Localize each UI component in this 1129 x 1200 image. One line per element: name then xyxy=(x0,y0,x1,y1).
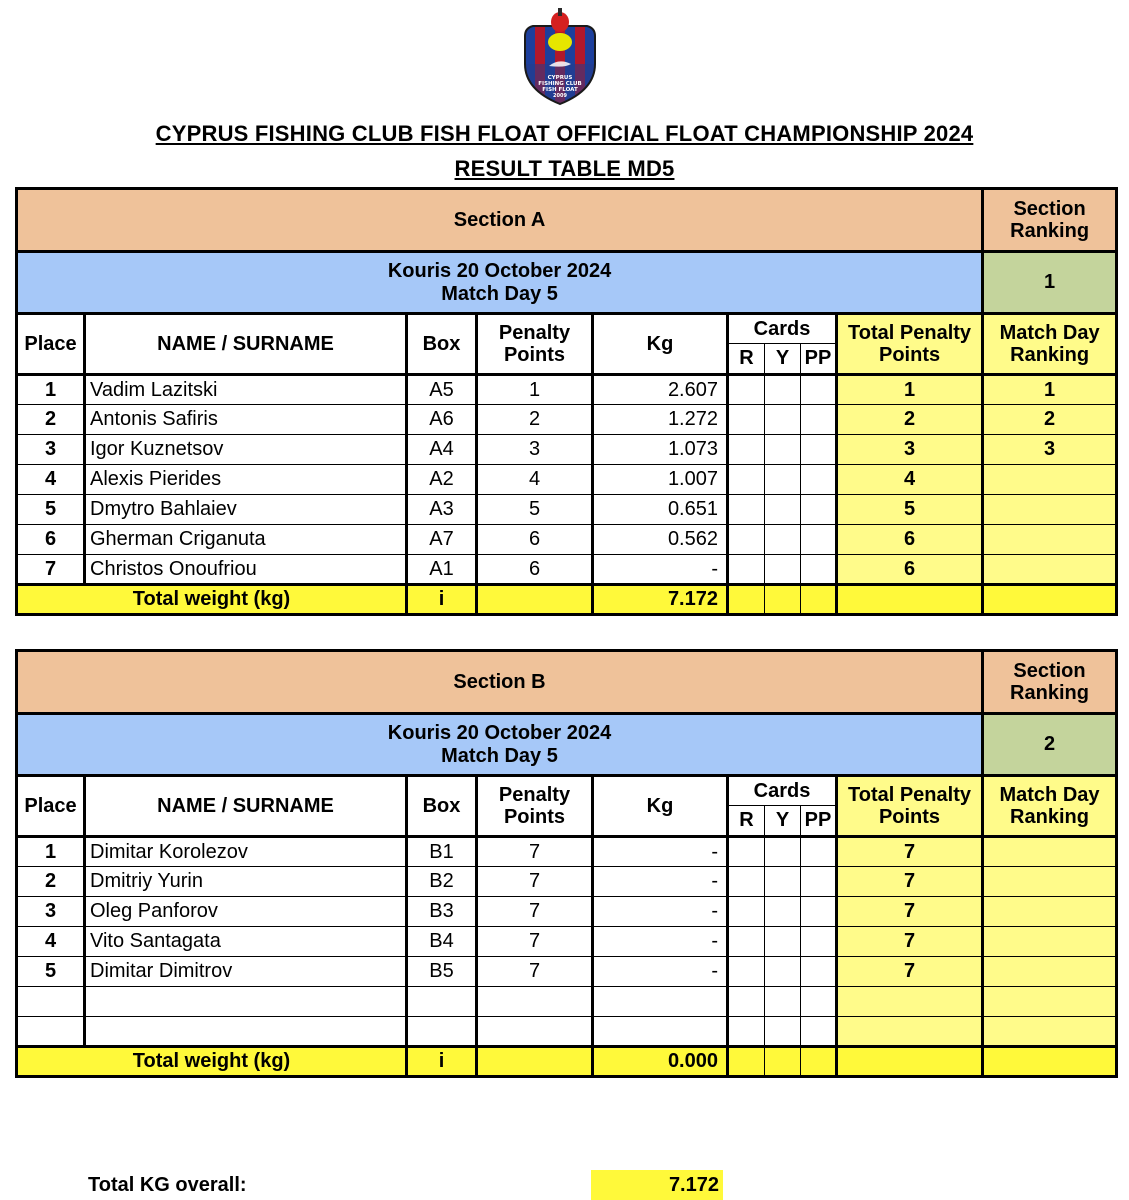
total-penalty-cell: 1 xyxy=(837,375,983,405)
col-kg: Kg xyxy=(593,776,728,837)
match-day-rank-cell xyxy=(983,495,1117,525)
match-day-rank-cell: 2 xyxy=(983,405,1117,435)
place-cell: 3 xyxy=(17,435,85,465)
penalty-cell: 6 xyxy=(477,525,593,555)
col-place: Place xyxy=(17,314,85,375)
card-pp-cell xyxy=(801,1017,837,1047)
penalty-cell: 5 xyxy=(477,495,593,525)
col-total-penalty: Total Penalty Points xyxy=(837,776,983,837)
box-cell: A1 xyxy=(407,555,477,585)
total-penalty-cell: 6 xyxy=(837,525,983,555)
col-box: Box xyxy=(407,314,477,375)
total-penalty-cell: 3 xyxy=(837,435,983,465)
table-row xyxy=(17,837,1117,867)
kg-cell: 1.007 xyxy=(593,465,728,495)
total-penalty-cell: 2 xyxy=(837,405,983,435)
card-r-cell xyxy=(728,525,765,555)
card-pp-cell xyxy=(801,927,837,957)
match-day: Match Day 5 xyxy=(441,282,558,305)
table-row xyxy=(17,987,1117,1017)
total-penalty-cell: 4 xyxy=(837,465,983,495)
place-cell xyxy=(17,987,85,1017)
club-logo xyxy=(519,6,601,106)
card-y-cell xyxy=(765,435,801,465)
penalty-cell: 1 xyxy=(477,375,593,405)
venue-date-header xyxy=(17,714,983,776)
place-cell: 4 xyxy=(17,465,85,495)
total-penalty-cell: 5 xyxy=(837,495,983,525)
svg-text:CYPRUS: CYPRUS xyxy=(547,75,573,81)
svg-text:FISH FLOAT: FISH FLOAT xyxy=(542,87,578,93)
col-penalty: Penalty Points xyxy=(477,314,593,375)
match-day-rank-cell xyxy=(983,555,1117,585)
penalty-cell: 7 xyxy=(477,927,593,957)
card-y-cell xyxy=(765,867,801,897)
section-ranking-value: 2 xyxy=(983,714,1117,776)
kg-cell: - xyxy=(593,555,728,585)
box-cell: A6 xyxy=(407,405,477,435)
penalty-cell: 7 xyxy=(477,837,593,867)
total-card-y xyxy=(765,1047,801,1077)
match-day-rank-cell xyxy=(983,987,1117,1017)
card-y-cell xyxy=(765,405,801,435)
section-name: Section B xyxy=(17,651,983,714)
total-weight-value: 0.000 xyxy=(593,1047,728,1077)
box-cell: A2 xyxy=(407,465,477,495)
box-cell: A5 xyxy=(407,375,477,405)
match-day-rank-cell xyxy=(983,897,1117,927)
card-y-cell xyxy=(765,927,801,957)
card-pp-cell xyxy=(801,405,837,435)
card-r-cell xyxy=(728,957,765,987)
total-penalty-cell: 7 xyxy=(837,927,983,957)
col-card-pp: PP xyxy=(801,806,837,837)
match-day-rank-cell xyxy=(983,867,1117,897)
card-r-cell xyxy=(728,837,765,867)
total-weight-label: Total weight (kg) xyxy=(17,1047,407,1077)
total-penalty-cell xyxy=(837,987,983,1017)
place-cell: 6 xyxy=(17,525,85,555)
card-r-cell xyxy=(728,375,765,405)
kg-cell xyxy=(593,1017,728,1047)
kg-cell: 1.073 xyxy=(593,435,728,465)
table-row xyxy=(17,897,1117,927)
col-match-day-ranking: Match Day Ranking xyxy=(983,776,1117,837)
penalty-cell: 6 xyxy=(477,555,593,585)
card-pp-cell xyxy=(801,465,837,495)
card-y-cell xyxy=(765,1017,801,1047)
box-cell: A3 xyxy=(407,495,477,525)
col-total-penalty: Total Penalty Points xyxy=(837,314,983,375)
section-name: Section A xyxy=(17,189,983,252)
svg-text:FISHING CLUB: FISHING CLUB xyxy=(538,81,582,87)
kg-cell: 0.562 xyxy=(593,525,728,555)
col-kg: Kg xyxy=(593,314,728,375)
name-cell: Dimitar Korolezov xyxy=(85,837,407,867)
page-subtitle: RESULT TABLE MD5 xyxy=(454,156,675,181)
match-day-rank-cell xyxy=(983,1017,1117,1047)
penalty-cell: 4 xyxy=(477,465,593,495)
place-cell: 2 xyxy=(17,405,85,435)
match-day: Match Day 5 xyxy=(441,744,558,767)
table-row xyxy=(17,555,1117,585)
col-card-y: Y xyxy=(765,344,801,375)
total-md-rank xyxy=(983,585,1117,615)
kg-cell: - xyxy=(593,837,728,867)
col-card-r: R xyxy=(728,344,765,375)
box-cell: B4 xyxy=(407,927,477,957)
total-card-pp xyxy=(801,585,837,615)
card-r-cell xyxy=(728,465,765,495)
card-pp-cell xyxy=(801,987,837,1017)
penalty-cell xyxy=(477,987,593,1017)
col-cards: Cards xyxy=(728,776,837,806)
box-cell: B3 xyxy=(407,897,477,927)
kg-cell: - xyxy=(593,927,728,957)
card-pp-cell xyxy=(801,555,837,585)
place-cell xyxy=(17,1017,85,1047)
card-y-cell xyxy=(765,897,801,927)
match-day-rank-cell xyxy=(983,927,1117,957)
kg-cell: - xyxy=(593,957,728,987)
penalty-cell: 7 xyxy=(477,867,593,897)
total-penalty-cell: 7 xyxy=(837,897,983,927)
card-r-cell xyxy=(728,555,765,585)
col-box: Box xyxy=(407,776,477,837)
name-cell: Vito Santagata xyxy=(85,927,407,957)
total-penalty-cell xyxy=(837,1017,983,1047)
section-a-table xyxy=(15,187,1118,616)
section-b-table xyxy=(15,649,1118,1078)
penalty-cell: 2 xyxy=(477,405,593,435)
table-row xyxy=(17,435,1117,465)
box-cell xyxy=(407,987,477,1017)
total-total-penalty xyxy=(837,585,983,615)
total-penalty-cell xyxy=(477,1047,593,1077)
total-total-penalty xyxy=(837,1047,983,1077)
name-cell: Dmytro Bahlaiev xyxy=(85,495,407,525)
total-penalty-cell: 6 xyxy=(837,555,983,585)
box-cell: B1 xyxy=(407,837,477,867)
place-cell: 5 xyxy=(17,957,85,987)
penalty-cell: 7 xyxy=(477,957,593,987)
name-cell: Oleg Panforov xyxy=(85,897,407,927)
place-cell: 1 xyxy=(17,375,85,405)
card-r-cell xyxy=(728,495,765,525)
box-cell: B2 xyxy=(407,867,477,897)
total-penalty-cell: 7 xyxy=(837,837,983,867)
card-pp-cell xyxy=(801,957,837,987)
venue-date: Kouris 20 October 2024 xyxy=(387,722,612,745)
table-row xyxy=(17,927,1117,957)
card-y-cell xyxy=(765,525,801,555)
card-r-cell xyxy=(728,867,765,897)
place-cell: 1 xyxy=(17,837,85,867)
penalty-cell: 3 xyxy=(477,435,593,465)
col-name: NAME / SURNAME xyxy=(85,314,407,375)
match-day-rank-cell xyxy=(983,837,1117,867)
venue-date-header xyxy=(17,252,983,314)
card-pp-cell xyxy=(801,495,837,525)
box-cell xyxy=(407,1017,477,1047)
name-cell: Christos Onoufriou xyxy=(85,555,407,585)
card-y-cell xyxy=(765,555,801,585)
name-cell xyxy=(85,1017,407,1047)
table-row xyxy=(17,405,1117,435)
match-day-rank-cell xyxy=(983,957,1117,987)
card-pp-cell xyxy=(801,867,837,897)
col-card-pp: PP xyxy=(801,344,837,375)
table-row xyxy=(17,375,1117,405)
total-card-r xyxy=(728,1047,765,1077)
page-title: CYPRUS FISHING CLUB FISH FLOAT OFFICIAL FLOAT CHAMPIONSHIP 2024 xyxy=(155,121,974,146)
name-cell: Antonis Safiris xyxy=(85,405,407,435)
card-pp-cell xyxy=(801,525,837,555)
kg-cell: 0.651 xyxy=(593,495,728,525)
venue-date: Kouris 20 October 2024 xyxy=(387,260,612,283)
kg-cell: - xyxy=(593,867,728,897)
total-weight-label: Total weight (kg) xyxy=(17,585,407,615)
card-r-cell xyxy=(728,1017,765,1047)
card-r-cell xyxy=(728,927,765,957)
card-r-cell xyxy=(728,897,765,927)
total-penalty-cell xyxy=(477,585,593,615)
card-pp-cell xyxy=(801,837,837,867)
kg-cell: - xyxy=(593,897,728,927)
table-row xyxy=(17,465,1117,495)
card-pp-cell xyxy=(801,375,837,405)
total-card-r xyxy=(728,585,765,615)
total-box-cell: i xyxy=(407,585,477,615)
place-cell: 2 xyxy=(17,867,85,897)
table-row xyxy=(17,957,1117,987)
col-name: NAME / SURNAME xyxy=(85,776,407,837)
name-cell: Dmitriy Yurin xyxy=(85,867,407,897)
total-card-pp xyxy=(801,1047,837,1077)
card-r-cell xyxy=(728,405,765,435)
total-weight-value: 7.172 xyxy=(593,585,728,615)
match-day-rank-cell: 3 xyxy=(983,435,1117,465)
col-place: Place xyxy=(17,776,85,837)
card-y-cell xyxy=(765,375,801,405)
card-y-cell xyxy=(765,987,801,1017)
section-ranking-header: Section Ranking xyxy=(983,189,1117,252)
section-ranking-value: 1 xyxy=(983,252,1117,314)
place-cell: 5 xyxy=(17,495,85,525)
total-md-rank xyxy=(983,1047,1117,1077)
col-card-r: R xyxy=(728,806,765,837)
card-y-cell xyxy=(765,957,801,987)
name-cell: Vadim Lazitski xyxy=(85,375,407,405)
box-cell: A7 xyxy=(407,525,477,555)
overall-total-label: Total KG overall: xyxy=(88,1174,247,1196)
name-cell: Alexis Pierides xyxy=(85,465,407,495)
name-cell: Igor Kuznetsov xyxy=(85,435,407,465)
card-r-cell xyxy=(728,987,765,1017)
section-ranking-header: Section Ranking xyxy=(983,651,1117,714)
kg-cell: 1.272 xyxy=(593,405,728,435)
kg-cell xyxy=(593,987,728,1017)
penalty-cell: 7 xyxy=(477,897,593,927)
penalty-cell xyxy=(477,1017,593,1047)
place-cell: 4 xyxy=(17,927,85,957)
table-row xyxy=(17,867,1117,897)
place-cell: 7 xyxy=(17,555,85,585)
match-day-rank-cell xyxy=(983,465,1117,495)
card-r-cell xyxy=(728,435,765,465)
svg-text:2009: 2009 xyxy=(553,93,567,99)
box-cell: A4 xyxy=(407,435,477,465)
card-y-cell xyxy=(765,465,801,495)
overall-total-value: 7.172 xyxy=(591,1170,723,1200)
total-box-cell: i xyxy=(407,1047,477,1077)
table-row xyxy=(17,1017,1117,1047)
card-y-cell xyxy=(765,495,801,525)
card-y-cell xyxy=(765,837,801,867)
table-row xyxy=(17,495,1117,525)
card-pp-cell xyxy=(801,435,837,465)
name-cell xyxy=(85,987,407,1017)
col-cards: Cards xyxy=(728,314,837,344)
match-day-rank-cell xyxy=(983,525,1117,555)
place-cell: 3 xyxy=(17,897,85,927)
col-card-y: Y xyxy=(765,806,801,837)
kg-cell: 2.607 xyxy=(593,375,728,405)
match-day-rank-cell: 1 xyxy=(983,375,1117,405)
name-cell: Gherman Criganuta xyxy=(85,525,407,555)
total-penalty-cell: 7 xyxy=(837,957,983,987)
card-pp-cell xyxy=(801,897,837,927)
total-penalty-cell: 7 xyxy=(837,867,983,897)
col-penalty: Penalty Points xyxy=(477,776,593,837)
table-row xyxy=(17,525,1117,555)
col-match-day-ranking: Match Day Ranking xyxy=(983,314,1117,375)
total-card-y xyxy=(765,585,801,615)
box-cell: B5 xyxy=(407,957,477,987)
name-cell: Dimitar Dimitrov xyxy=(85,957,407,987)
